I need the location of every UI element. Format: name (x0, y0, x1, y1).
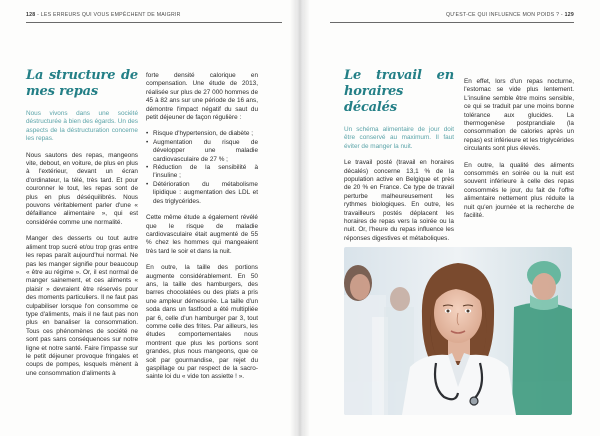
right-page-number: 129 (564, 12, 574, 18)
book-gutter (290, 0, 310, 436)
left-page-number: 128 (26, 12, 36, 18)
bullet-item: • Réduction de la sensibilité à l'insuline ; (153, 164, 258, 181)
left-section-title: La structure de mes repas (26, 68, 138, 99)
left-column-1 (26, 68, 138, 386)
doctor-illustration (344, 247, 572, 415)
right-header-section: QU'EST-CE QUI INFLUENCE MON POIDS ? (446, 12, 560, 18)
right-intro: Un schéma alimentaire de jour doit être conservé au maximum. Il faut éviter de manger la nuit. (344, 126, 454, 150)
left-col1-paragraph-2: Manger des desserts ou tout autre aliment trop sucré et/ou trop gras entre les repas paraît aujourd'hui normal. Ne pas les manger signifie pour beaucoup « être au régime ». Or, il est normal de manger sainement, et ces aliments « plaisir » devraient être réservés pour des moments particuliers. Il ne faut pas culpabiliser lorsque l'on consomme ce type d'aliments, mais il ne faut pas non plus en banaliser la consommation. Tous ces phénomènes de société ne sont pas sans conséquences sur notre ligne et notre santé. Faire l'impasse sur le petit déjeuner provoque fringales et coups de pompes, lesquels mènent à une consommation d'aliments à (26, 235, 138, 377)
right-col1-paragraph-1: Le travail posté (travail en horaires décalés) concerne 13,1 % de la population active en Belgique et près de 20 % en France. Ce type de travail perturbe malheureusement les rythmes biologiques. En outre, les travailleurs postés déplacent les horaires de repas vers la soirée ou la nuit. Or, l'heure du repas influence les réponses digestives et métaboliques. (344, 159, 454, 242)
right-header-separator: - (559, 12, 565, 18)
left-col2-intro: forte densité calorique en compensation. Une étude de 2013, réalisée sur plus de 27 000 hommes de 45 à 82 ans sur une période de 16 ans, démontre l'impact négatif du saut du petit déjeuner de façon régulière : (146, 72, 258, 122)
bullet-item: • Détérioration du métabolisme lipidique : augmentation des LDL et des triglycérides. (153, 181, 258, 206)
left-col2-bullet-list (146, 130, 258, 206)
left-header-section: LES ERREURS QUI VOUS EMPÊCHENT DE MAIGRIR (40, 12, 181, 18)
left-header-separator: - (35, 12, 41, 18)
medical-staff-photo (344, 247, 572, 415)
left-col1-paragraph-1: Nous sautons des repas, mangeons vite, debout, en voiture, de plus en plus à l'extérieur, devant un écran d'ordinateur, la télé, très tard. Et pour couronner le tout, les repas sont de plus en plus déséquilibrés. Nous pouvons véritablement parler d'une « défaillance alimentaire », qui est considérée comme une normalité. (26, 151, 138, 226)
bullet-item: • Risque d'hypertension, de diabète ; (153, 130, 258, 138)
left-col2-paragraph-2: En outre, la taille des portions augmente considérablement. En 50 ans, la taille des hamburgers, des barres chocolatées ou des plats a pris une ampleur démesurée. La taille d'un soda dans un fastfood a été multipliée par 6, celle d'un hamburger par 3, tout comme celle des frites. Par ailleurs, les études comportementales nous montrent que plus les portions sont grandes, plus nous mangeons, que ce soit par gourmandise, par rejet du gaspillage ou par respect de la sacro-sainte loi du « vide ton assiette ! ». (146, 264, 258, 381)
right-column-1 (344, 68, 454, 251)
right-header-rule (330, 22, 574, 23)
left-header-rule (26, 22, 282, 23)
left-col2-paragraph-1: Cette même étude a également révélé que le risque de maladie cardiovasculaire était augmenté de 55 % chez les hommes qui mangeaient très tard le soir et dans la nuit. (146, 214, 258, 255)
left-column-2 (146, 72, 258, 390)
right-section-title: Le travail en horaires décalés (344, 68, 454, 115)
right-column-2 (464, 78, 574, 229)
bullet-item: • Augmentation du risque de développer une maladie cardiovasculaire de 27 % ; (153, 139, 258, 164)
right-col2-paragraph-2: En outre, la qualité des aliments consommés en soirée ou la nuit est souvent inférieure à celle des repas consommés le jour, du fait de l'offre alimentaire nettement plus réduite la nuit qu'en journée et la recherche de facilité. (464, 161, 574, 220)
right-col2-paragraph-1: En effet, lors d'un repas nocturne, l'estomac se vide plus lentement. L'insuline semble être moins sensible, ce qui se traduit par une moins bonne tolérance aux glucides. La thermogenèse postprandiale (la consommation de calories après un repas) est inférieure et les triglycérides circulants sont plus élevés. (464, 78, 574, 153)
left-intro: Nous vivons dans une société déstructurée à bien des égards. Un des aspects de la déstructuration concerne les repas. (26, 110, 138, 143)
